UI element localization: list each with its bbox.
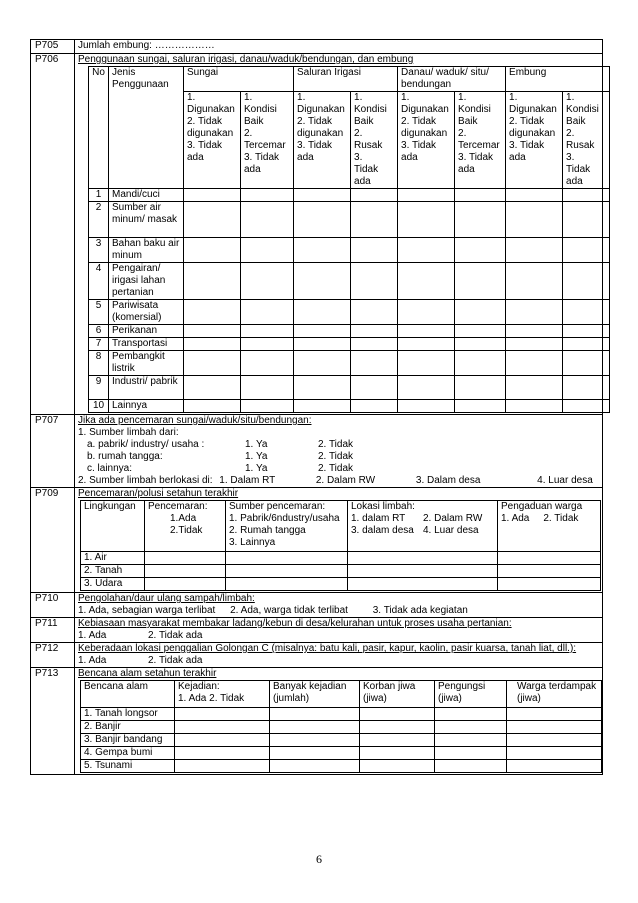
answer-cell[interactable] [294, 400, 351, 413]
row-label: Bahan baku air minum [109, 238, 184, 263]
row-number: 7 [89, 338, 109, 351]
question-code: P713 [31, 668, 75, 775]
table-row [81, 565, 601, 578]
question-code: P706 [31, 54, 75, 415]
header-pengaduan: Pengaduan warga 1. Ada 2. Tidak [498, 501, 601, 552]
answer-cell[interactable] [175, 708, 270, 721]
answer-cell[interactable] [506, 325, 563, 338]
questionnaire-sheet [30, 39, 603, 775]
page-number: 6 [316, 852, 322, 866]
answer-cell[interactable] [398, 351, 455, 376]
answer-cell[interactable] [398, 325, 455, 338]
answer-cell[interactable] [506, 202, 563, 238]
environment-label: 3. Udara [81, 578, 145, 591]
header-danau: Danau/ waduk/ situ/ bendungan [398, 67, 506, 92]
row-number: 1 [89, 189, 109, 202]
question-title: Jika ada pencemaran sungai/waduk/situ/bendungan: [78, 415, 312, 426]
answer-cell[interactable] [506, 400, 563, 413]
waste-source-item: c. lainnya: 1. Ya 2. Tidak [87, 463, 354, 474]
environment-label: 1. Air [81, 552, 145, 565]
table-row [89, 202, 610, 238]
header-jenis: Jenis Penggunaan [109, 67, 184, 189]
answer-cell[interactable] [351, 400, 398, 413]
answer-cell[interactable] [563, 376, 610, 400]
answer-cell[interactable] [360, 734, 435, 747]
disaster-table [80, 680, 602, 773]
answer-cell[interactable] [184, 300, 241, 325]
answer-cell[interactable] [294, 325, 351, 338]
table-row [81, 760, 602, 773]
answer-cell[interactable] [175, 721, 270, 734]
row-label: Perikanan [109, 325, 184, 338]
answer-cell[interactable] [435, 721, 507, 734]
row-number: 2 [89, 202, 109, 238]
subheader-use: 1. Digunakan 2. Tidak digunakan 3. Tidak ada [184, 92, 241, 189]
disaster-label: 2. Banjir [81, 721, 175, 734]
answer-cell[interactable] [455, 263, 506, 300]
question-title: Keberadaan lokasi penggalian Golongan C (misalnya: batu kali, pasir, kapur, kaolin, pasir kuarsa, tanah liat, dll.): [78, 643, 577, 654]
answer-cell[interactable] [270, 708, 360, 721]
row-p705 [31, 40, 603, 54]
waste-source-item: a. pabrik/ industry/ usaha : 1. Ya 2. Tidak [87, 439, 354, 450]
answer-cell[interactable] [351, 376, 398, 400]
answer-cell[interactable] [294, 189, 351, 202]
answer-cell[interactable] [241, 325, 294, 338]
question-title: Penggunaan sungai, saluran irigasi, danau/waduk/bendungan, dan embung [78, 54, 414, 65]
answer-cell[interactable] [184, 400, 241, 413]
answer-cell[interactable] [294, 351, 351, 376]
row-number: 4 [89, 263, 109, 300]
question-code: P711 [31, 618, 75, 643]
header-saluran: Saluran Irigasi [294, 67, 398, 92]
answer-cell[interactable] [294, 300, 351, 325]
question-title: Pencemaran/polusi setahun terakhir [78, 488, 239, 499]
answer-cell[interactable] [398, 238, 455, 263]
subheader-kondisi_rusak: 1. Kondisi Baik 2. Rusak 3. Tidak ada [563, 92, 610, 189]
subheader-use: 1. Digunakan 2. Tidak digunakan 3. Tidak ada [294, 92, 351, 189]
row-p712 [31, 643, 603, 668]
answer-cell[interactable] [455, 300, 506, 325]
row-label: Mandi/cuci [109, 189, 184, 202]
table-row [81, 747, 602, 760]
table-row [89, 338, 610, 351]
header-sungai: Sungai [184, 67, 294, 92]
answer-cell[interactable] [435, 760, 507, 773]
question-code: P710 [31, 593, 75, 618]
table-row [89, 400, 610, 413]
answer-cell[interactable] [563, 238, 610, 263]
answer-cell[interactable] [563, 189, 610, 202]
row-number: 5 [89, 300, 109, 325]
answer-cell[interactable] [506, 300, 563, 325]
answer-cell[interactable] [348, 578, 498, 591]
answer-cell[interactable] [294, 263, 351, 300]
disaster-label: 5. Tsunami [81, 760, 175, 773]
answer-cell[interactable] [175, 747, 270, 760]
answer-cell[interactable] [351, 263, 398, 300]
answer-cell[interactable] [351, 300, 398, 325]
answer-cell[interactable] [563, 300, 610, 325]
header-no: No [89, 67, 109, 189]
answer-cell[interactable] [270, 760, 360, 773]
answer-cell[interactable] [398, 202, 455, 238]
answer-cell[interactable] [145, 552, 226, 565]
row-label: Pariwisata (komersial) [109, 300, 184, 325]
answer-cell[interactable] [184, 202, 241, 238]
answer-cell[interactable] [145, 565, 226, 578]
answer-cell[interactable] [455, 189, 506, 202]
answer-cell[interactable] [360, 747, 435, 760]
answer-cell[interactable] [455, 238, 506, 263]
answer-cell[interactable] [398, 300, 455, 325]
header-lingkungan: Lingkungan [81, 501, 145, 552]
row-number: 10 [89, 400, 109, 413]
row-number: 6 [89, 325, 109, 338]
question-code: P707 [31, 415, 75, 488]
answer-cell[interactable] [175, 734, 270, 747]
option: 3. Dalam desa [415, 475, 481, 486]
row-p707 [31, 415, 603, 488]
disaster-label: 3. Banjir bandang [81, 734, 175, 747]
answer-cell[interactable] [398, 400, 455, 413]
table-row [81, 721, 602, 734]
answer-cell[interactable] [563, 400, 610, 413]
answer-cell[interactable] [184, 189, 241, 202]
answer-cell[interactable] [294, 338, 351, 351]
answer-cell[interactable] [506, 238, 563, 263]
answer-cell[interactable] [241, 351, 294, 376]
header-pengungsi: Pengungsi (jiwa) [435, 681, 507, 708]
options-line: 1. Ada 2. Tidak ada [78, 630, 203, 641]
answer-cell[interactable] [351, 238, 398, 263]
answer-cell[interactable] [398, 338, 455, 351]
answer-cell[interactable] [498, 552, 601, 565]
answer-cell[interactable] [351, 325, 398, 338]
answer-cell[interactable] [563, 202, 610, 238]
row-number: 9 [89, 376, 109, 400]
answer-cell[interactable] [226, 578, 348, 591]
answer-cell[interactable] [563, 351, 610, 376]
question-code: P712 [31, 643, 75, 668]
answer-cell[interactable] [226, 552, 348, 565]
answer-cell[interactable] [351, 202, 398, 238]
header-banyak: Banyak kejadian (jumlah) [270, 681, 360, 708]
answer-cell[interactable] [498, 578, 601, 591]
answer-cell[interactable] [184, 325, 241, 338]
table-row [81, 734, 602, 747]
answer-cell[interactable] [398, 376, 455, 400]
waste-source-item: b. rumah tangga: 1. Ya 2. Tidak [87, 451, 354, 462]
header-sumber: Sumber pencemaran: 1. Pabrik/6ndustry/usaha 2. Rumah tangga 3. Lainnya [226, 501, 348, 552]
header-korban: Korban jiwa (jiwa) [360, 681, 435, 708]
row-label: Pembangkit listrik [109, 351, 184, 376]
answer-cell[interactable] [360, 760, 435, 773]
row-p706 [31, 54, 603, 415]
waste-source-question: 1. Sumber limbah dari: [78, 427, 179, 438]
answer-cell[interactable] [507, 760, 602, 773]
answer-cell[interactable] [455, 376, 506, 400]
table-row [89, 376, 610, 400]
answer-cell[interactable] [398, 263, 455, 300]
answer-cell[interactable] [455, 202, 506, 238]
table-row [89, 325, 610, 338]
answer-cell[interactable] [241, 238, 294, 263]
answer-cell[interactable] [455, 325, 506, 338]
answer-cell[interactable] [455, 351, 506, 376]
options-line: 1. Ada, sebagian warga terlibat 2. Ada, warga tidak terlibat 3. Tidak ada kegiatan [78, 605, 468, 616]
answer-cell[interactable] [184, 238, 241, 263]
row-label: Transportasi [109, 338, 184, 351]
answer-cell[interactable] [241, 263, 294, 300]
environment-label: 2. Tanah [81, 565, 145, 578]
answer-cell[interactable] [455, 400, 506, 413]
row-p710 [31, 593, 603, 618]
answer-cell[interactable] [348, 552, 498, 565]
table-row [89, 351, 610, 376]
water-use-table [88, 66, 610, 413]
embung-count-question: Jumlah embung: ……………… [75, 40, 603, 54]
answer-cell[interactable] [184, 338, 241, 351]
disaster-label: 4. Gempa bumi [81, 747, 175, 760]
option: 4. Luar desa [537, 475, 593, 486]
answer-cell[interactable] [184, 263, 241, 300]
answer-cell[interactable] [294, 202, 351, 238]
pollution-table [80, 500, 601, 591]
header-embung: Embung [506, 67, 610, 92]
answer-cell[interactable] [294, 238, 351, 263]
answer-cell[interactable] [360, 708, 435, 721]
answer-cell[interactable] [145, 578, 226, 591]
answer-cell[interactable] [351, 338, 398, 351]
answer-cell[interactable] [506, 376, 563, 400]
answer-cell[interactable] [507, 708, 602, 721]
row-label: Sumber air minum/ masak [109, 202, 184, 238]
row-label: Pengairan/ irigasi lahan pertanian [109, 263, 184, 300]
subheader-use: 1. Digunakan 2. Tidak digunakan 3. Tidak ada [398, 92, 455, 189]
row-number: 8 [89, 351, 109, 376]
answer-cell[interactable] [507, 747, 602, 760]
answer-cell[interactable] [241, 300, 294, 325]
table-row [81, 578, 601, 591]
answer-cell[interactable] [241, 338, 294, 351]
table-row [89, 263, 610, 300]
answer-cell[interactable] [241, 189, 294, 202]
answer-cell[interactable] [270, 747, 360, 760]
question-code: P709 [31, 488, 75, 593]
answer-cell[interactable] [175, 760, 270, 773]
row-number: 3 [89, 238, 109, 263]
answer-cell[interactable] [226, 565, 348, 578]
answer-cell[interactable] [270, 721, 360, 734]
table-row [89, 238, 610, 263]
answer-cell[interactable] [398, 189, 455, 202]
options-line: 1. Ada 2. Tidak ada [78, 655, 203, 666]
answer-cell[interactable] [184, 351, 241, 376]
table-row [81, 552, 601, 565]
answer-cell[interactable] [435, 708, 507, 721]
answer-cell[interactable] [241, 400, 294, 413]
row-p709 [31, 488, 603, 593]
table-row [89, 189, 610, 202]
header-warga: Warga terdampak (jiwa) [507, 681, 602, 708]
answer-cell[interactable] [270, 734, 360, 747]
answer-cell[interactable] [506, 338, 563, 351]
answer-cell[interactable] [435, 734, 507, 747]
row-p713 [31, 668, 603, 775]
subheader-kondisi_rusak: 1. Kondisi Baik 2. Rusak 3. Tidak ada [351, 92, 398, 189]
subheader-kondisi_tercemar: 1. Kondisi Baik 2. Tercemar 3. Tidak ada [241, 92, 294, 189]
question-title: Pengolahan/daur ulang sampah/limbah: [78, 593, 255, 604]
answer-cell[interactable] [360, 721, 435, 734]
answer-cell[interactable] [351, 351, 398, 376]
answer-cell[interactable] [294, 376, 351, 400]
answer-cell[interactable] [563, 263, 610, 300]
row-label: Industri/ pabrik [109, 376, 184, 400]
answer-cell[interactable] [498, 565, 601, 578]
answer-cell[interactable] [435, 747, 507, 760]
answer-cell[interactable] [241, 202, 294, 238]
table-row [89, 300, 610, 325]
answer-cell[interactable] [507, 734, 602, 747]
answer-cell[interactable] [507, 721, 602, 734]
answer-cell[interactable] [563, 325, 610, 338]
option: 2. Dalam RW [315, 475, 376, 486]
answer-cell[interactable] [506, 263, 563, 300]
subheader-kondisi_tercemar: 1. Kondisi Baik 2. Tercemar 3. Tidak ada [455, 92, 506, 189]
subheader-use: 1. Digunakan 2. Tidak digunakan 3. Tidak ada [506, 92, 563, 189]
question-title: Bencana alam setahun terakhir [78, 668, 217, 679]
row-label: Lainnya [109, 400, 184, 413]
header-bencana: Bencana alam [81, 681, 175, 708]
header-lokasi: Lokasi limbah: 1. dalam RT 2. Dalam RW 3. dalam desa 4. Luar desa [348, 501, 498, 552]
answer-cell[interactable] [241, 376, 294, 400]
answer-cell[interactable] [348, 565, 498, 578]
waste-location-question: 2. Sumber limbah berlokasi di: [78, 475, 213, 486]
question-code: P705 [31, 40, 75, 54]
disaster-label: 1. Tanah longsor [81, 708, 175, 721]
question-title: Kebiasaan masyarakat membakar ladang/kebun di desa/kelurahan untuk proses usaha pertanian: [78, 618, 512, 629]
answer-cell[interactable] [184, 376, 241, 400]
answer-cell[interactable] [351, 189, 398, 202]
header-pencemaran: Pencemaran: 1.Ada2.Tidak [145, 501, 226, 552]
row-p711 [31, 618, 603, 643]
answer-cell[interactable] [455, 338, 506, 351]
answer-cell[interactable] [506, 189, 563, 202]
header-kejadian: Kejadian: 1. Ada 2. Tidak [175, 681, 270, 708]
option: 1. Dalam RT [219, 475, 276, 486]
waste-location-line [78, 475, 599, 487]
answer-cell[interactable] [506, 351, 563, 376]
answer-cell[interactable] [563, 338, 610, 351]
table-row [81, 708, 602, 721]
